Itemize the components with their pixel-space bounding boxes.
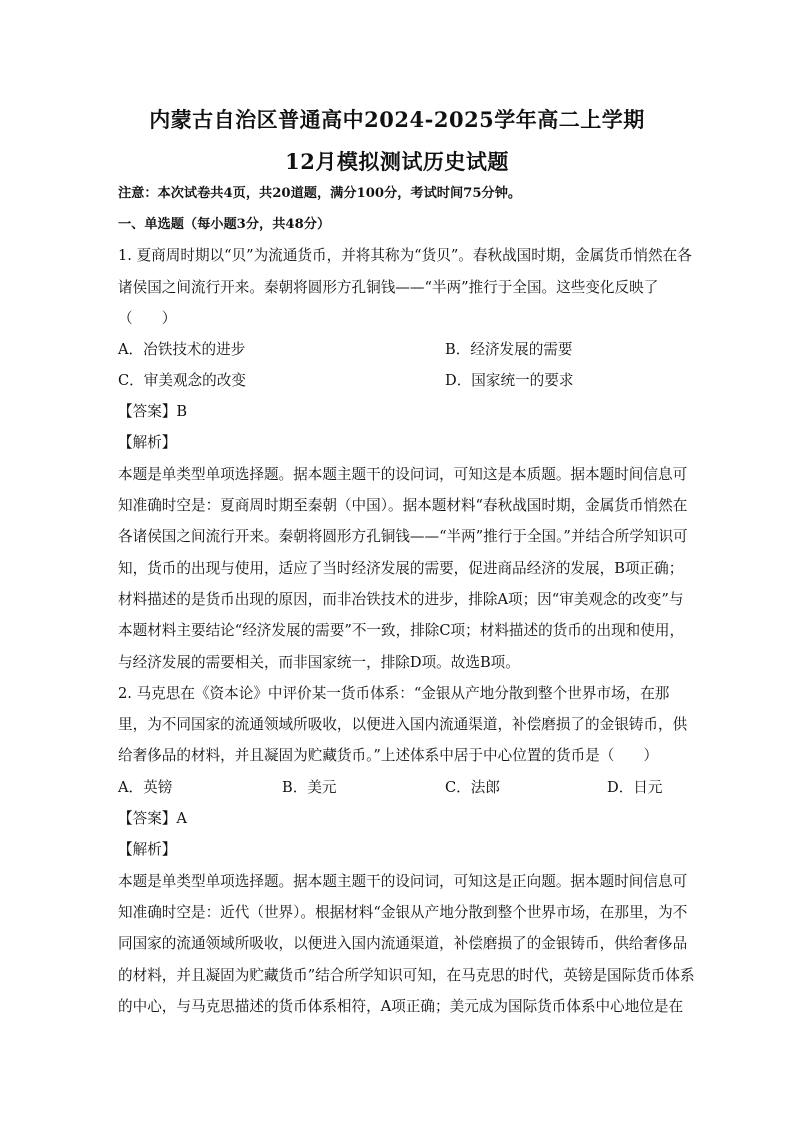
title-line-1: 内蒙古自治区普通高中2024-2025学年高二上学期 (149, 107, 645, 132)
q1-option-b: B．经济发展的需要 (445, 341, 573, 358)
q2-stem-line: 2. 马克思在《资本论》中评价某一货币体系：“金银从产地分散到整个世界市场，在那 (118, 685, 670, 702)
title-line-2: 12月模拟测试历史试题 (285, 149, 509, 174)
q1-analysis-line: 本题是单类型单项选择题。据本题主题干的设问词，可知这是本质题。据本题时间信息可 (118, 466, 688, 483)
q2-option-d: D．日元 (607, 779, 663, 796)
q1-option-d: D．国家统一的要求 (445, 372, 574, 389)
q2-stem-line: 给奢侈品的材料，并且凝固为贮藏货币。”上述体系中居于中心位置的货币是（ ） (118, 747, 659, 764)
q2-stem-line: 里，为不同国家的流通领域所吸收，以便进入国内流通渠道，补偿磨损了的金银铸币，供 (118, 716, 688, 733)
q2-analysis-line: 的材料，并且凝固为贮藏货币”结合所学知识可知，在马克思的时代，英镑是国际货币体系 (118, 967, 695, 984)
q2-option-a: A．英镑 (118, 779, 173, 796)
q2-analysis-line: 同国家的流通领域所吸收，以便进入国内流通渠道，补偿磨损了的金银铸币，供给奢侈品 (118, 935, 688, 952)
q1-analysis-line: 知准确时空是：夏商周时期至秦朝（中国）。据本题材料“春秋战国时期，金属货币悄然在 (118, 497, 688, 514)
q2-analysis-line: 本题是单类型单项选择题。据本题主题干的设问词，可知这是正向题。据本题时间信息可 (118, 873, 688, 890)
q1-analysis-line: 知，货币的出现与使用，适应了当时经济发展的需要，促进商品经济的发展，B项正确； (118, 560, 684, 577)
exam-notice: 注意：本次试卷共4页，共20道题，满分100分，考试时间75分钟。 (118, 186, 522, 201)
q1-stem-line: （ ） (118, 310, 177, 327)
q1-answer: 【答案】B (118, 403, 188, 420)
q1-stem-line: 诸侯国之间流行开来。秦朝将圆形方孔铜钱——“半两”推行于全国。这些变化反映了 (118, 279, 659, 296)
q1-stem-line: 1. 夏商周时期以“贝”为流通货币，并将其称为“货贝”。春秋战国时期，金属货币悄然在各 (118, 247, 692, 264)
q1-option-c: C．审美观念的改变 (118, 372, 246, 389)
q1-analysis-line: 本题材料主要结论“经济发展的需要”不一致，排除C项；材料描述的货币的出现和使用， (118, 622, 685, 639)
q1-analysis-line: 与经济发展的需要相关，而非国家统一，排除D项。故选B项。 (118, 654, 520, 671)
q1-analysis-line: 各诸侯国之间流行开来。秦朝将圆形方孔铜钱——“半两”推行于全国。”并结合所学知识可 (118, 528, 688, 545)
q2-analysis-line: 的中心，与马克思描述的货币体系相符，A项正确；美元成为国际货币体系中心地位是在 (118, 998, 684, 1015)
q2-analysis-label: 【解析】 (118, 841, 177, 858)
q1-option-a: A．冶铁技术的进步 (118, 341, 246, 358)
q1-analysis-line: 材料描述的是货币出现的原因，而非冶铁技术的进步，排除A项；因“审美观念的改变”与 (118, 591, 684, 608)
q2-option-b: B．美元 (282, 779, 337, 796)
q2-option-c: C．法郎 (445, 779, 500, 796)
q2-analysis-line: 知准确时空是：近代（世界）。根据材料“金银从产地分散到整个世界市场，在那里，为不 (118, 904, 688, 921)
q2-answer: 【答案】A (118, 810, 187, 827)
section-heading: 一、单选题（每小题3分，共48分） (118, 217, 331, 232)
q1-analysis-label: 【解析】 (118, 434, 177, 451)
